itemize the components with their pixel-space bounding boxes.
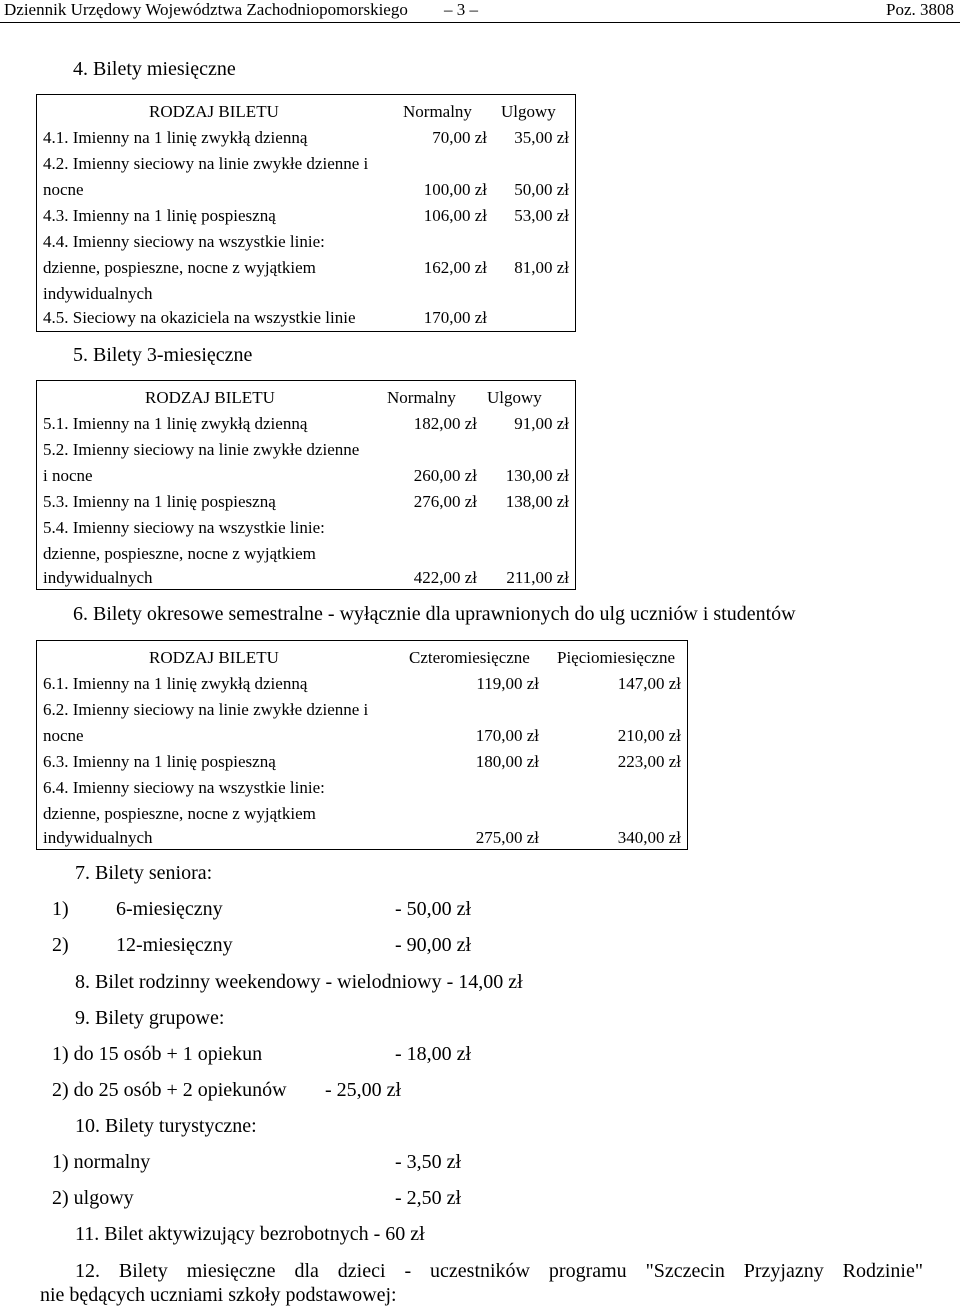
journal-title: Dziennik Urzędowy Województwa Zachodniopomorskiego xyxy=(4,0,408,19)
col-ticket-type: RODZAJ BILETU xyxy=(149,648,279,667)
table-row: 4.3. Imienny na 1 linię pospieszną 106,00 zł 53,00 zł xyxy=(43,206,569,225)
col-ticket-type: RODZAJ BILETU xyxy=(149,102,279,121)
col-reduced: Ulgowy xyxy=(501,102,556,121)
group-item-label: 1) do 15 osób + 1 opiekun xyxy=(52,1043,263,1065)
section-4-title: 4. Bilety miesięczne xyxy=(73,58,236,80)
table-row: 4.4. Imienny sieciowy na wszystkie linie: xyxy=(43,232,325,251)
section-12-continuation: nie będących uczniami szkoły podstawowej: xyxy=(40,1284,397,1306)
tourist-item-price: - 2,50 zł xyxy=(395,1187,462,1209)
col-five-month: Pięciomiesięczne xyxy=(557,648,676,667)
table-row: 5.2. Imienny sieciowy na linie zwykłe dzienne xyxy=(43,440,360,459)
section-5-title: 5. Bilety 3-miesięczne xyxy=(73,344,253,366)
table-row: 5.3. Imienny na 1 linię pospieszną 276,00 zł 138,00 zł xyxy=(43,492,569,511)
semester-tickets-table xyxy=(36,640,688,850)
table-row: 4.1. Imienny na 1 linię zwykłą dzienną 70,00 zł 35,00 zł xyxy=(43,128,569,147)
senior-item-price: - 90,00 zł xyxy=(395,934,472,956)
col-ticket-type: RODZAJ BILETU xyxy=(145,388,275,407)
group-item-price: - 18,00 zł xyxy=(395,1043,472,1065)
tourist-item-label: 2) ulgowy xyxy=(52,1187,134,1209)
col-normal: Normalny xyxy=(387,388,456,407)
section-8-title: 8. Bilet rodzinny weekendowy - wielodniowy - 14,00 zł xyxy=(75,971,523,993)
section-9-title: 9. Bilety grupowe: xyxy=(75,1007,225,1029)
senior-item-label: 6-miesięczny xyxy=(116,898,223,920)
section-12-title: 12. Bilety miesięczne dla dzieci - uczestników programu "Szczecin Przyjazny Rodzinie" xyxy=(75,1260,923,1282)
table-row: indywidualnych 422,00 zł 211,00 zł xyxy=(43,568,569,587)
table-row: 4.2. Imienny sieciowy na linie zwykłe dzienne i xyxy=(43,154,369,173)
section-7-title: 7. Bilety seniora: xyxy=(75,862,213,884)
col-normal: Normalny xyxy=(403,102,472,121)
table-row: 6.1. Imienny na 1 linię zwykłą dzienną 119,00 zł 147,00 zł xyxy=(43,674,681,693)
table-row: i nocne 260,00 zł 130,00 zł xyxy=(43,466,569,485)
table-header xyxy=(37,645,687,671)
table-row: 6.2. Imienny sieciowy na linie zwykłe dzienne i xyxy=(43,700,369,719)
senior-item-label: 12-miesięczny xyxy=(116,934,233,956)
position-number: Poz. 3808 xyxy=(886,0,954,19)
monthly-tickets-table xyxy=(36,94,576,332)
group-item-price: - 25,00 zł xyxy=(325,1079,402,1101)
col-reduced: Ulgowy xyxy=(487,388,542,407)
table-row: dzienne, pospieszne, nocne z wyjątkiem xyxy=(43,804,316,823)
section-10-title: 10. Bilety turystyczne: xyxy=(75,1115,257,1137)
senior-item-price: - 50,00 zł xyxy=(395,898,472,920)
table-row: dzienne, pospieszne, nocne z wyjątkiem 162,00 zł 81,00 zł xyxy=(43,258,569,277)
table-row: 6.4. Imienny sieciowy na wszystkie linie: xyxy=(43,778,325,797)
table-row: nocne 170,00 zł 210,00 zł xyxy=(43,726,681,745)
table-row: 5.4. Imienny sieciowy na wszystkie linie: xyxy=(43,518,325,537)
quarterly-tickets-table xyxy=(36,380,576,590)
table-row: 4.5. Sieciowy na okaziciela na wszystkie linie 170,00 zł xyxy=(43,308,487,327)
senior-item-num: 1) xyxy=(52,898,69,920)
table-row: dzienne, pospieszne, nocne z wyjątkiem xyxy=(43,544,316,563)
tourist-item-label: 1) normalny xyxy=(52,1151,151,1173)
table-row: 5.1. Imienny na 1 linię zwykłą dzienną 182,00 zł 91,00 zł xyxy=(43,414,569,433)
table-row: nocne 100,00 zł 50,00 zł xyxy=(43,180,569,199)
senior-item-num: 2) xyxy=(52,934,69,956)
col-four-month: Czteromiesięczne xyxy=(409,648,530,667)
table-row: 6.3. Imienny na 1 linię pospieszną 180,00 zł 223,00 zł xyxy=(43,752,681,771)
table-row: indywidualnych 275,00 zł 340,00 zł xyxy=(43,828,681,847)
table-header xyxy=(37,99,575,125)
page-number: – 3 – xyxy=(444,0,478,19)
table-header xyxy=(37,385,575,411)
table-row: indywidualnych xyxy=(43,284,153,303)
tourist-item-price: - 3,50 zł xyxy=(395,1151,462,1173)
group-item-label: 2) do 25 osób + 2 opiekunów xyxy=(52,1079,287,1101)
section-11-title: 11. Bilet aktywizujący bezrobotnych - 60 zł xyxy=(75,1223,425,1245)
section-6-title: 6. Bilety okresowe semestralne - wyłącznie dla uprawnionych do ulg uczniów i studentów xyxy=(73,603,796,625)
header-rule xyxy=(0,22,960,23)
